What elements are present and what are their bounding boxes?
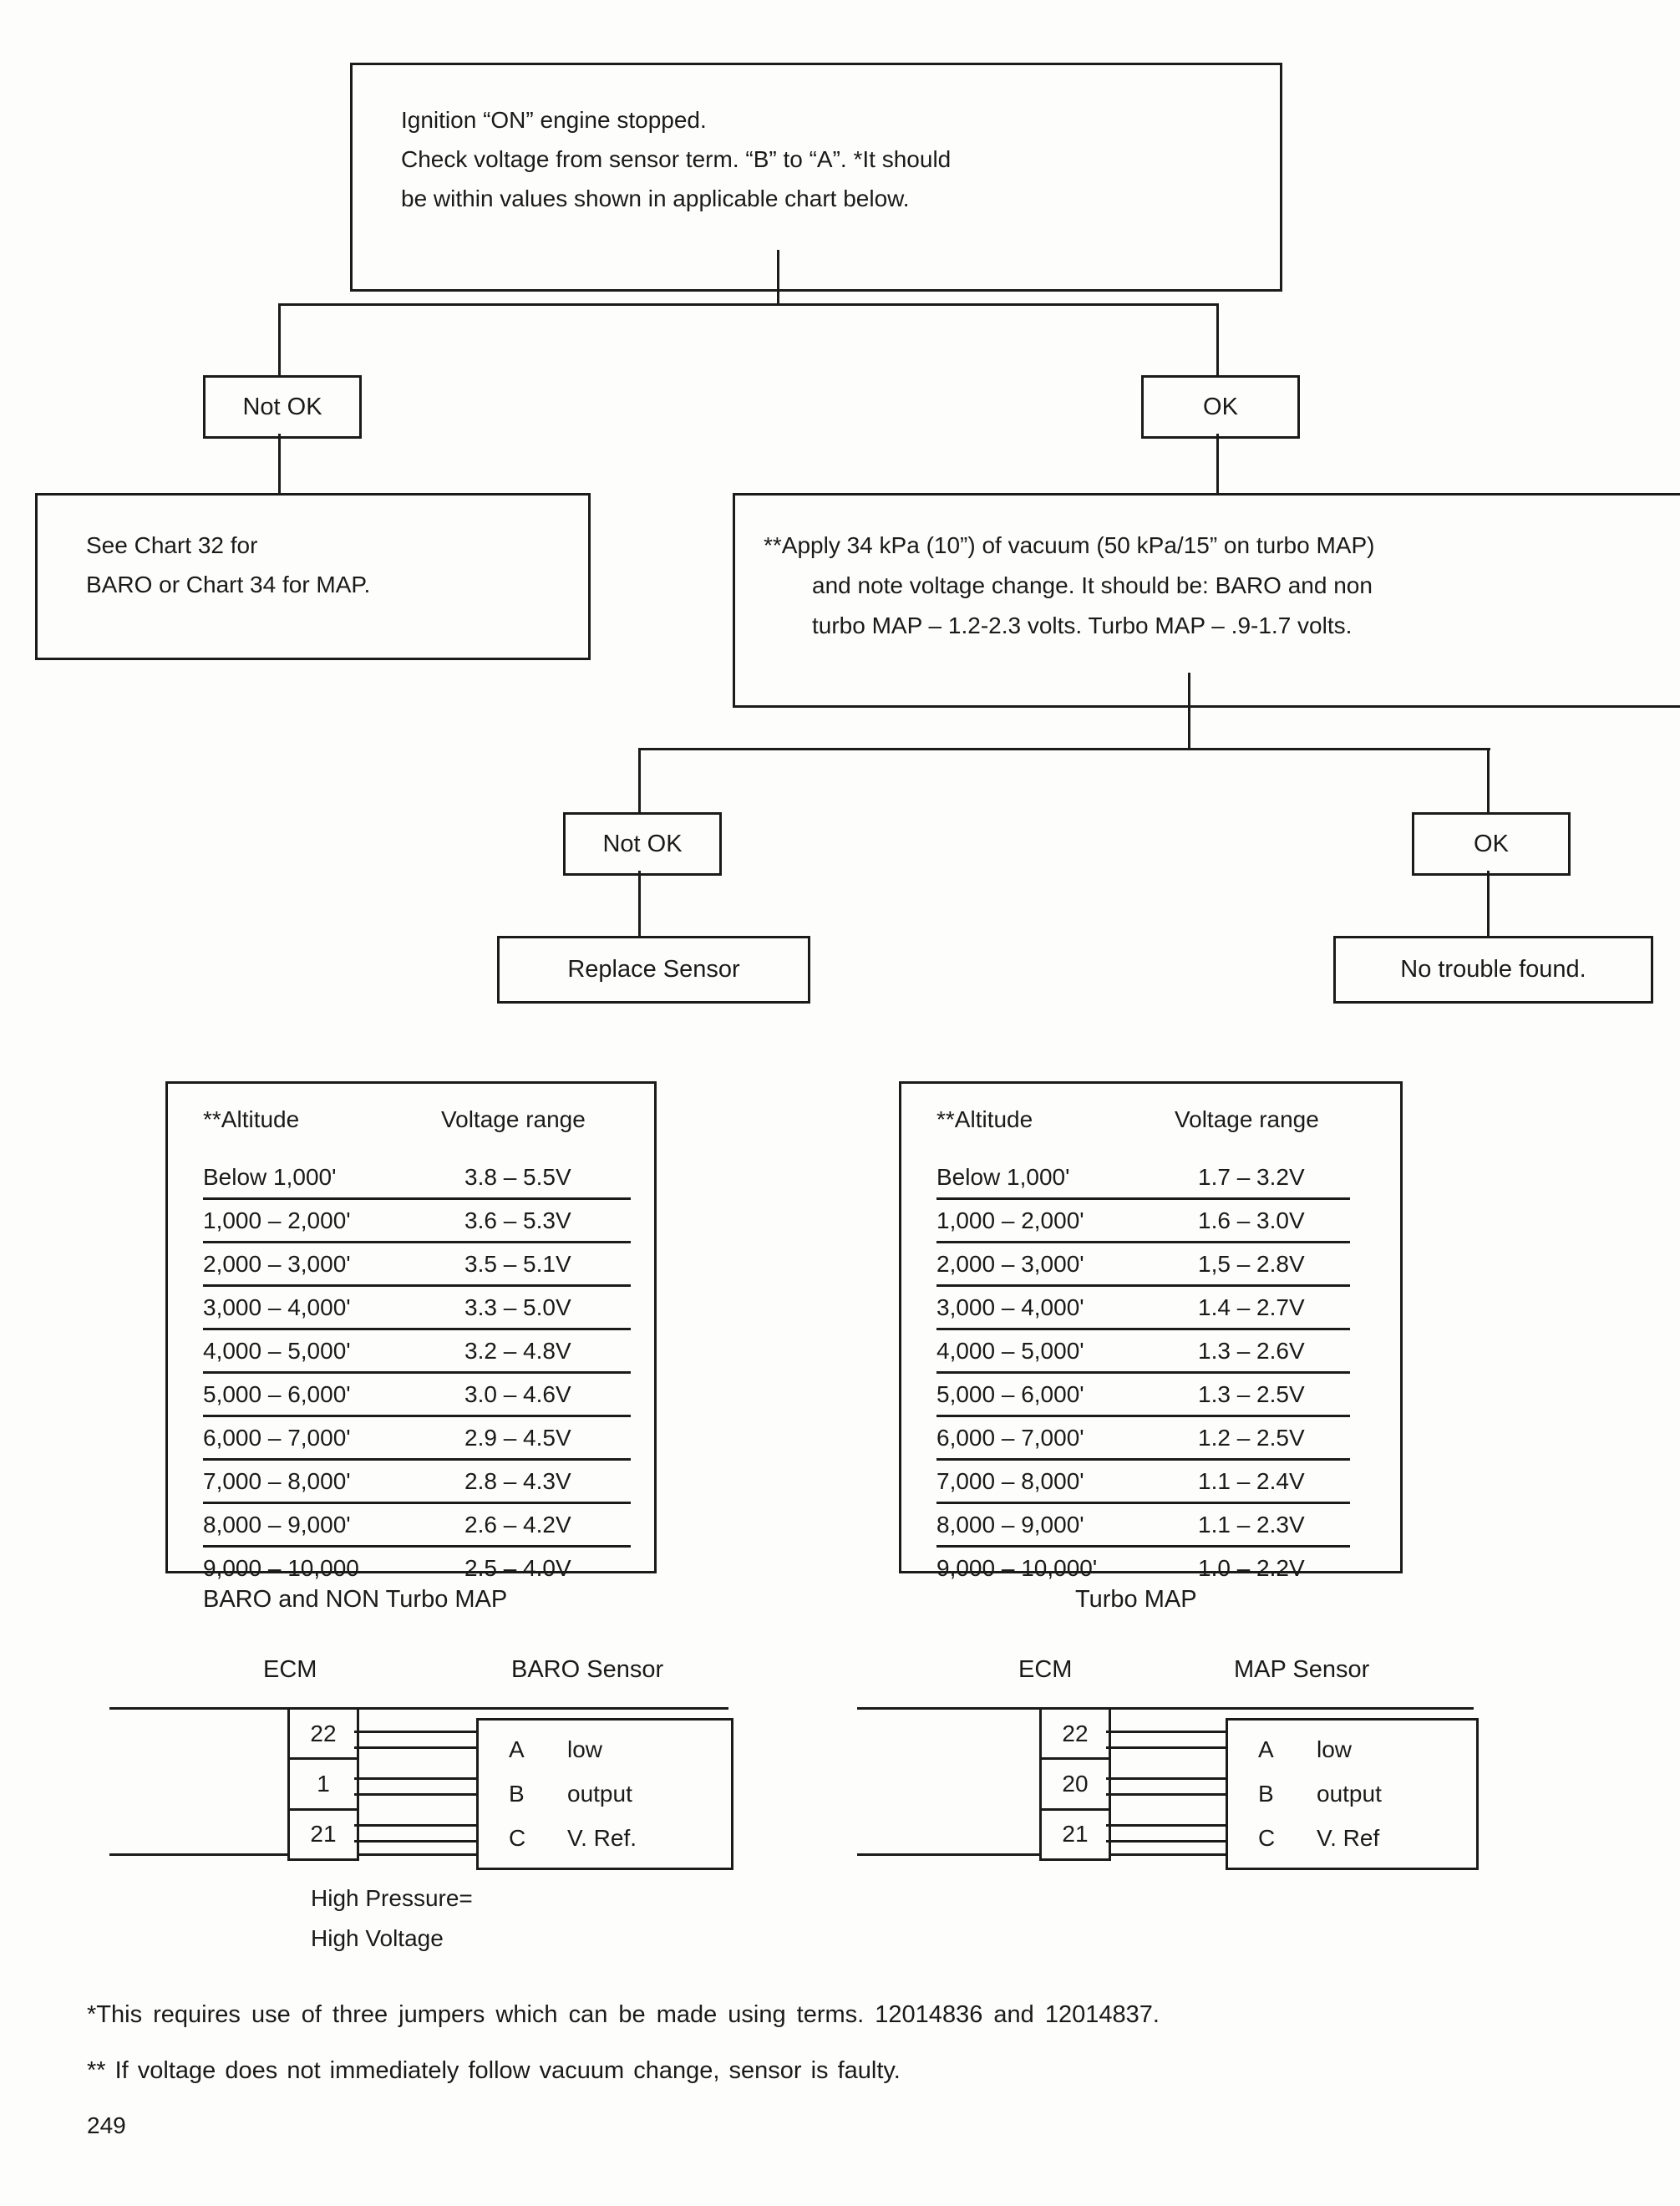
decision-not-ok-1-label: Not OK bbox=[242, 393, 322, 420]
table-row bbox=[203, 1374, 631, 1417]
table-row bbox=[203, 1504, 631, 1548]
terminal-pin: C bbox=[1258, 1825, 1276, 1852]
connector-line bbox=[278, 303, 281, 377]
altitude-cell: 8,000 – 9,000' bbox=[936, 1511, 1084, 1538]
altitude-cell: 7,000 – 8,000' bbox=[203, 1467, 351, 1494]
connector-line bbox=[1216, 303, 1219, 377]
voltage-cell: 3.5 – 5.1V bbox=[464, 1250, 571, 1277]
decision-ok-1-label: OK bbox=[1203, 393, 1238, 420]
table-rows bbox=[168, 1156, 654, 1588]
baro-sensor-box bbox=[476, 1718, 733, 1870]
sensor-terminal bbox=[479, 1736, 731, 1763]
voltage-cell: 1.3 – 2.6V bbox=[1198, 1337, 1305, 1364]
baro-table-caption: BARO and NON Turbo MAP bbox=[203, 1586, 508, 1613]
flow-start-line-2: Check voltage from sensor term. “B” to “A”. *It should bbox=[401, 146, 952, 172]
table-row bbox=[203, 1548, 631, 1588]
sensor-terminal bbox=[479, 1781, 731, 1807]
terminal-pin: C bbox=[509, 1825, 526, 1852]
terminal-label: output bbox=[567, 1780, 632, 1807]
table-rows bbox=[901, 1156, 1400, 1588]
voltage-header: Voltage range bbox=[1175, 1106, 1319, 1132]
altitude-cell: 6,000 – 7,000' bbox=[203, 1424, 351, 1451]
no-trouble-label: No trouble found. bbox=[1400, 956, 1586, 983]
voltage-cell: 3.6 – 5.3V bbox=[464, 1207, 571, 1233]
altitude-cell: 3,000 – 4,000' bbox=[936, 1294, 1084, 1320]
high-pressure-note-line-1: High Pressure= bbox=[311, 1885, 473, 1911]
sensor-terminal bbox=[1228, 1736, 1476, 1763]
wire-connector bbox=[354, 1731, 476, 1749]
table-row bbox=[203, 1461, 631, 1504]
voltage-cell: 3.3 – 5.0V bbox=[464, 1294, 571, 1320]
altitude-cell: 5,000 – 6,000' bbox=[936, 1380, 1084, 1407]
sensor-terminal bbox=[479, 1825, 731, 1852]
altitude-cell: Below 1,000' bbox=[203, 1163, 337, 1190]
voltage-cell: 1.1 – 2.4V bbox=[1198, 1467, 1305, 1494]
connector-line bbox=[1487, 748, 1490, 812]
ecm-pin: 21 bbox=[1042, 1808, 1109, 1858]
voltage-cell: 2.5 – 4.0V bbox=[464, 1554, 571, 1581]
altitude-cell: 5,000 – 6,000' bbox=[203, 1380, 351, 1407]
connector-line bbox=[777, 250, 779, 306]
altitude-cell: 8,000 – 9,000' bbox=[203, 1511, 351, 1538]
sensor-terminal bbox=[1228, 1781, 1476, 1807]
terminal-pin: B bbox=[1258, 1780, 1274, 1807]
terminal-label: V. Ref. bbox=[567, 1825, 637, 1852]
table-header bbox=[203, 1106, 654, 1133]
terminal-label: V. Ref bbox=[1317, 1825, 1380, 1852]
voltage-cell: 3.8 – 5.5V bbox=[464, 1163, 571, 1190]
high-pressure-note bbox=[311, 1878, 473, 1959]
terminal-label: low bbox=[567, 1736, 603, 1762]
apply-vacuum-line-1: **Apply 34 kPa (10”) of vacuum (50 kPa/15” on turbo MAP) bbox=[764, 532, 1375, 558]
altitude-cell: 2,000 – 3,000' bbox=[936, 1250, 1084, 1277]
table-row bbox=[203, 1156, 631, 1200]
decision-not-ok-2 bbox=[563, 812, 722, 876]
table-row bbox=[203, 1200, 631, 1243]
terminal-pin: A bbox=[1258, 1736, 1274, 1762]
baro-ecm-pin-column bbox=[287, 1707, 359, 1861]
connector-line bbox=[1487, 871, 1490, 936]
wire-connector bbox=[354, 1777, 476, 1796]
table-row bbox=[936, 1548, 1350, 1588]
ecm-pin: 20 bbox=[1042, 1757, 1109, 1807]
footnote-jumpers: *This requires use of three jumpers which can be made using terms. 12014836 and 12014837. bbox=[87, 2001, 1160, 2028]
wire-connector bbox=[354, 1824, 476, 1843]
voltage-table-turbo bbox=[899, 1081, 1403, 1581]
voltage-cell: 2.6 – 4.2V bbox=[464, 1511, 571, 1538]
voltage-cell: 1.7 – 3.2V bbox=[1198, 1163, 1305, 1190]
altitude-cell: 9,000 – 10,000' bbox=[936, 1554, 1098, 1581]
turbo-table-caption: Turbo MAP bbox=[1075, 1586, 1197, 1613]
see-chart-line-2: BARO or Chart 34 for MAP. bbox=[86, 572, 371, 597]
table-row bbox=[936, 1156, 1350, 1200]
voltage-cell: 1.4 – 2.7V bbox=[1198, 1294, 1305, 1320]
voltage-cell: 3.0 – 4.6V bbox=[464, 1380, 571, 1407]
voltage-cell: 3.2 – 4.8V bbox=[464, 1337, 571, 1364]
table-row bbox=[936, 1287, 1350, 1330]
footnote-vacuum: ** If voltage does not immediately follow vacuum change, sensor is faulty. bbox=[87, 2057, 901, 2084]
table-row bbox=[936, 1461, 1350, 1504]
table-row bbox=[203, 1417, 631, 1461]
map-sensor-box bbox=[1226, 1718, 1479, 1870]
ecm-pin: 22 bbox=[310, 1720, 337, 1746]
table-row bbox=[203, 1330, 631, 1374]
altitude-header: **Altitude bbox=[203, 1106, 300, 1132]
map-ecm-label: ECM bbox=[1018, 1656, 1073, 1683]
connector-line bbox=[1216, 434, 1219, 496]
altitude-cell: 6,000 – 7,000' bbox=[936, 1424, 1084, 1451]
flow-start-box bbox=[350, 63, 1282, 292]
altitude-cell: 3,000 – 4,000' bbox=[203, 1294, 351, 1320]
altitude-header: **Altitude bbox=[936, 1106, 1033, 1132]
wire-connector bbox=[1106, 1824, 1226, 1843]
terminal-pin: A bbox=[509, 1736, 525, 1762]
map-sensor-label: MAP Sensor bbox=[1234, 1656, 1370, 1683]
altitude-cell: 7,000 – 8,000' bbox=[936, 1467, 1084, 1494]
altitude-cell: Below 1,000' bbox=[936, 1163, 1070, 1190]
table-row bbox=[203, 1243, 631, 1287]
high-pressure-note-line-2: High Voltage bbox=[311, 1925, 444, 1951]
see-chart-line-1: See Chart 32 for bbox=[86, 532, 258, 558]
voltage-cell: 1.3 – 2.5V bbox=[1198, 1380, 1305, 1407]
no-trouble-box bbox=[1333, 936, 1653, 1004]
terminal-pin: B bbox=[509, 1780, 525, 1807]
replace-sensor-box bbox=[497, 936, 810, 1004]
altitude-cell: 9,000 – 10,000 bbox=[203, 1554, 359, 1581]
replace-sensor-label: Replace Sensor bbox=[567, 956, 740, 983]
baro-sensor-label: BARO Sensor bbox=[511, 1656, 664, 1683]
voltage-cell: 1.1 – 2.3V bbox=[1198, 1511, 1305, 1538]
altitude-cell: 1,000 – 2,000' bbox=[203, 1207, 351, 1233]
ecm-pin: 1 bbox=[290, 1757, 357, 1807]
table-row bbox=[936, 1330, 1350, 1374]
voltage-cell: 1.0 – 2.2V bbox=[1198, 1554, 1305, 1581]
connector-line bbox=[638, 871, 641, 936]
decision-not-ok-1 bbox=[203, 375, 362, 439]
table-row bbox=[936, 1374, 1350, 1417]
wire-connector bbox=[1106, 1731, 1226, 1749]
connector-line bbox=[1188, 673, 1190, 750]
ecm-pin: 22 bbox=[1062, 1720, 1089, 1746]
sensor-terminal bbox=[1228, 1825, 1476, 1852]
flow-start-line-1: Ignition “ON” engine stopped. bbox=[401, 107, 707, 133]
ecm-pin: 21 bbox=[290, 1808, 357, 1858]
connector-line bbox=[638, 748, 641, 812]
voltage-header: Voltage range bbox=[441, 1106, 586, 1132]
see-chart-box bbox=[35, 493, 591, 660]
flow-start-line-3: be within values shown in applicable chart below. bbox=[401, 186, 910, 211]
apply-vacuum-box bbox=[733, 493, 1680, 708]
altitude-cell: 2,000 – 3,000' bbox=[203, 1250, 351, 1277]
table-row bbox=[203, 1287, 631, 1330]
decision-not-ok-2-label: Not OK bbox=[602, 830, 683, 857]
altitude-cell: 1,000 – 2,000' bbox=[936, 1207, 1084, 1233]
connector-line bbox=[278, 303, 1219, 306]
voltage-cell: 1.2 – 2.5V bbox=[1198, 1424, 1305, 1451]
wire-rail-top bbox=[857, 1707, 1474, 1710]
voltage-cell: 1,5 – 2.8V bbox=[1198, 1250, 1305, 1277]
terminal-label: output bbox=[1317, 1780, 1382, 1807]
decision-ok-1 bbox=[1141, 375, 1300, 439]
table-header bbox=[936, 1106, 1400, 1133]
page-number: 249 bbox=[87, 2112, 126, 2138]
altitude-cell: 4,000 – 5,000' bbox=[203, 1337, 351, 1364]
connector-line bbox=[638, 748, 1490, 750]
wire-rail-top bbox=[109, 1707, 728, 1710]
altitude-cell: 4,000 – 5,000' bbox=[936, 1337, 1084, 1364]
table-row bbox=[936, 1504, 1350, 1548]
decision-ok-2-label: OK bbox=[1474, 830, 1509, 857]
table-row bbox=[936, 1200, 1350, 1243]
decision-ok-2 bbox=[1412, 812, 1571, 876]
table-row bbox=[936, 1417, 1350, 1461]
voltage-table-baro bbox=[165, 1081, 657, 1581]
table-row bbox=[936, 1243, 1350, 1287]
apply-vacuum-line-3: turbo MAP – 1.2-2.3 volts. Turbo MAP – .9-1.7 volts. bbox=[812, 612, 1353, 638]
wire-connector bbox=[1106, 1777, 1226, 1796]
voltage-cell: 2.8 – 4.3V bbox=[464, 1467, 571, 1494]
baro-ecm-label: ECM bbox=[263, 1656, 317, 1683]
connector-line bbox=[278, 434, 281, 496]
voltage-cell: 1.6 – 3.0V bbox=[1198, 1207, 1305, 1233]
terminal-label: low bbox=[1317, 1736, 1353, 1762]
voltage-cell: 2.9 – 4.5V bbox=[464, 1424, 571, 1451]
apply-vacuum-line-2: and note voltage change. It should be: BARO and non bbox=[812, 572, 1373, 598]
map-ecm-pin-column bbox=[1039, 1707, 1111, 1861]
